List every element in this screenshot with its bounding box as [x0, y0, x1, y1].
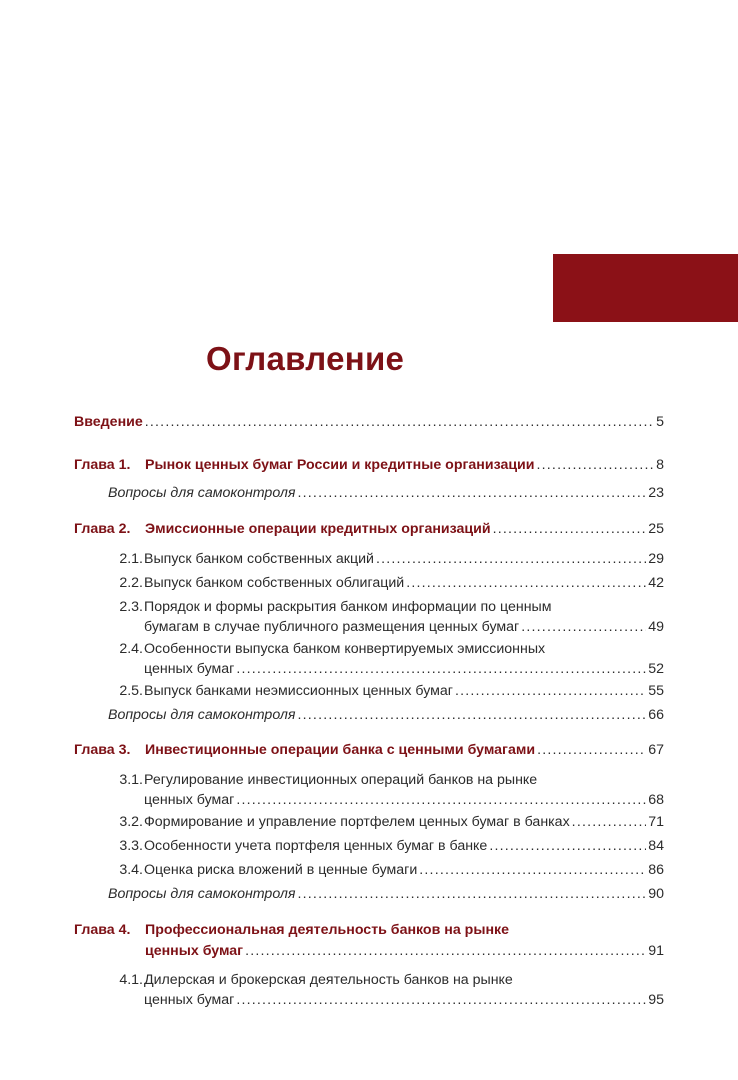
toc-page-number: 42	[648, 575, 664, 591]
dot-leader	[298, 483, 647, 503]
toc-section-number: 2.3.	[119, 599, 143, 615]
toc-page-number: 71	[648, 814, 664, 830]
toc-entry-section-3-4[interactable]	[74, 860, 664, 880]
toc-page-number: 8	[656, 457, 664, 473]
toc-section-number: 2.4.	[119, 641, 143, 657]
dot-leader	[406, 573, 646, 593]
toc-page-number: 68	[648, 792, 664, 808]
toc-entry-label-line-2: ценных бумаг	[144, 661, 235, 677]
toc-entry-label: Инвестиционные операции банка с ценными бумагами	[145, 742, 536, 758]
toc-entry-questions-2[interactable]	[74, 705, 664, 725]
toc-section-number: 3.2.	[119, 814, 143, 830]
toc-entry-label: Введение	[74, 414, 143, 430]
toc-page-number: 66	[648, 707, 664, 723]
toc-entry-section-4-1[interactable]	[74, 970, 664, 1010]
toc-entry-label-line-1: Профессиональная деятельность банков на рынке	[145, 922, 510, 938]
toc-entry-label: Формирование и управление портфелем ценных бумаг в банках	[144, 814, 570, 830]
toc-entry-label: Эмиссионные операции кредитных организаций	[145, 521, 491, 537]
toc-entry-label: Оценка риска вложений в ценные бумаги	[144, 862, 418, 878]
toc-entry-label: Рынок ценных бумаг России и кредитные организации	[145, 457, 535, 473]
dot-leader	[489, 836, 646, 856]
toc-chapter-number: Глава 4.	[74, 922, 131, 938]
toc-entry-questions-3[interactable]	[74, 884, 664, 904]
toc-entry-section-3-2[interactable]	[74, 812, 664, 832]
toc-section-number: 3.1.	[119, 772, 143, 788]
toc-chapter-number: Глава 2.	[74, 521, 131, 537]
dot-leader	[521, 617, 646, 637]
toc-entry-chapter-1[interactable]	[74, 455, 664, 476]
toc-page-number: 90	[648, 886, 664, 902]
toc-entry-section-2-5[interactable]	[74, 681, 664, 701]
toc-page-number: 55	[648, 683, 664, 699]
toc-page-number: 95	[648, 992, 664, 1008]
toc-entry-section-2-4[interactable]	[74, 639, 664, 679]
dot-leader	[493, 519, 647, 540]
dot-leader	[537, 455, 655, 476]
dot-leader	[455, 681, 646, 701]
toc-section-number: 2.5.	[119, 683, 143, 699]
dot-leader	[537, 740, 646, 761]
toc-entry-label-line-1: Регулирование инвестиционных операций банков на рынке	[144, 772, 538, 788]
dot-leader	[298, 884, 647, 904]
dot-leader	[236, 790, 646, 810]
toc-page-number: 23	[648, 485, 664, 501]
toc-entry-label-line-1: Дилерская и брокерская деятельность банков на рынке	[144, 972, 513, 988]
toc-entry-label: Выпуск банком собственных облигаций	[144, 575, 405, 591]
dot-leader	[376, 549, 646, 569]
toc-section-number: 4.1.	[119, 972, 143, 988]
toc-entry-label: Вопросы для самоконтроля	[108, 886, 296, 902]
toc-entry-label: Выпуск банком собственных акций	[144, 551, 374, 567]
toc-entry-section-2-3[interactable]	[74, 597, 664, 637]
toc-chapter-number: Глава 1.	[74, 457, 131, 473]
toc-entry-chapter-2[interactable]	[74, 519, 664, 540]
toc-entry-label: Особенности учета портфеля ценных бумаг в банке	[144, 838, 488, 854]
toc-section-number: 2.1.	[119, 551, 143, 567]
accent-block	[553, 254, 738, 322]
toc-entry-section-3-1[interactable]	[74, 770, 664, 810]
toc-entry-label-line-2: ценных бумаг	[144, 992, 235, 1008]
dot-leader	[298, 705, 647, 725]
toc-entry-questions-1[interactable]	[74, 483, 664, 503]
dot-leader	[572, 812, 647, 832]
dot-leader	[419, 860, 646, 880]
toc-entry-chapter-3[interactable]	[74, 740, 664, 761]
toc-entry-label-line-2: ценных бумаг	[144, 792, 235, 808]
toc-page-number: 84	[648, 838, 664, 854]
toc-page-number: 67	[648, 742, 664, 758]
dot-leader	[236, 659, 646, 679]
toc-entry-label-line-1: Порядок и формы раскрытия банком информации по ценным	[144, 599, 552, 615]
toc-section-number: 3.3.	[119, 838, 143, 854]
toc-entry-section-2-1[interactable]	[74, 549, 664, 569]
toc-entry-label: Вопросы для самоконтроля	[108, 707, 296, 723]
toc-page-number: 5	[656, 414, 664, 430]
toc-entry-chapter-4[interactable]	[74, 920, 664, 962]
toc-entry-label-line-2: бумагам в случае публичного размещения ценных бумаг	[144, 619, 520, 635]
toc-entry-section-3-3[interactable]	[74, 836, 664, 856]
dot-leader	[145, 412, 654, 433]
toc-entry-label-line-1: Особенности выпуска банком конвертируемых эмиссионных	[144, 641, 546, 657]
toc-entry-intro[interactable]	[74, 412, 664, 433]
toc-entry-label: Вопросы для самоконтроля	[108, 485, 296, 501]
toc-entry-label-line-2: ценных бумаг	[145, 943, 244, 959]
dot-leader	[245, 941, 646, 962]
dot-leader	[236, 990, 646, 1010]
toc-entry-label: Выпуск банками неэмиссионных ценных бумаг	[144, 683, 453, 699]
toc-page-number: 49	[648, 619, 664, 635]
toc-section-number: 3.4.	[119, 862, 143, 878]
toc-chapter-number: Глава 3.	[74, 742, 131, 758]
toc-section-number: 2.2.	[119, 575, 143, 591]
toc-page-number: 25	[648, 521, 664, 537]
toc-entry-section-2-2[interactable]	[74, 573, 664, 593]
toc-page-number: 86	[648, 862, 664, 878]
toc-page-number: 52	[648, 661, 664, 677]
toc-page-number: 91	[648, 943, 664, 959]
page-title: Оглавление	[206, 340, 405, 377]
toc-page-number: 29	[648, 551, 664, 567]
